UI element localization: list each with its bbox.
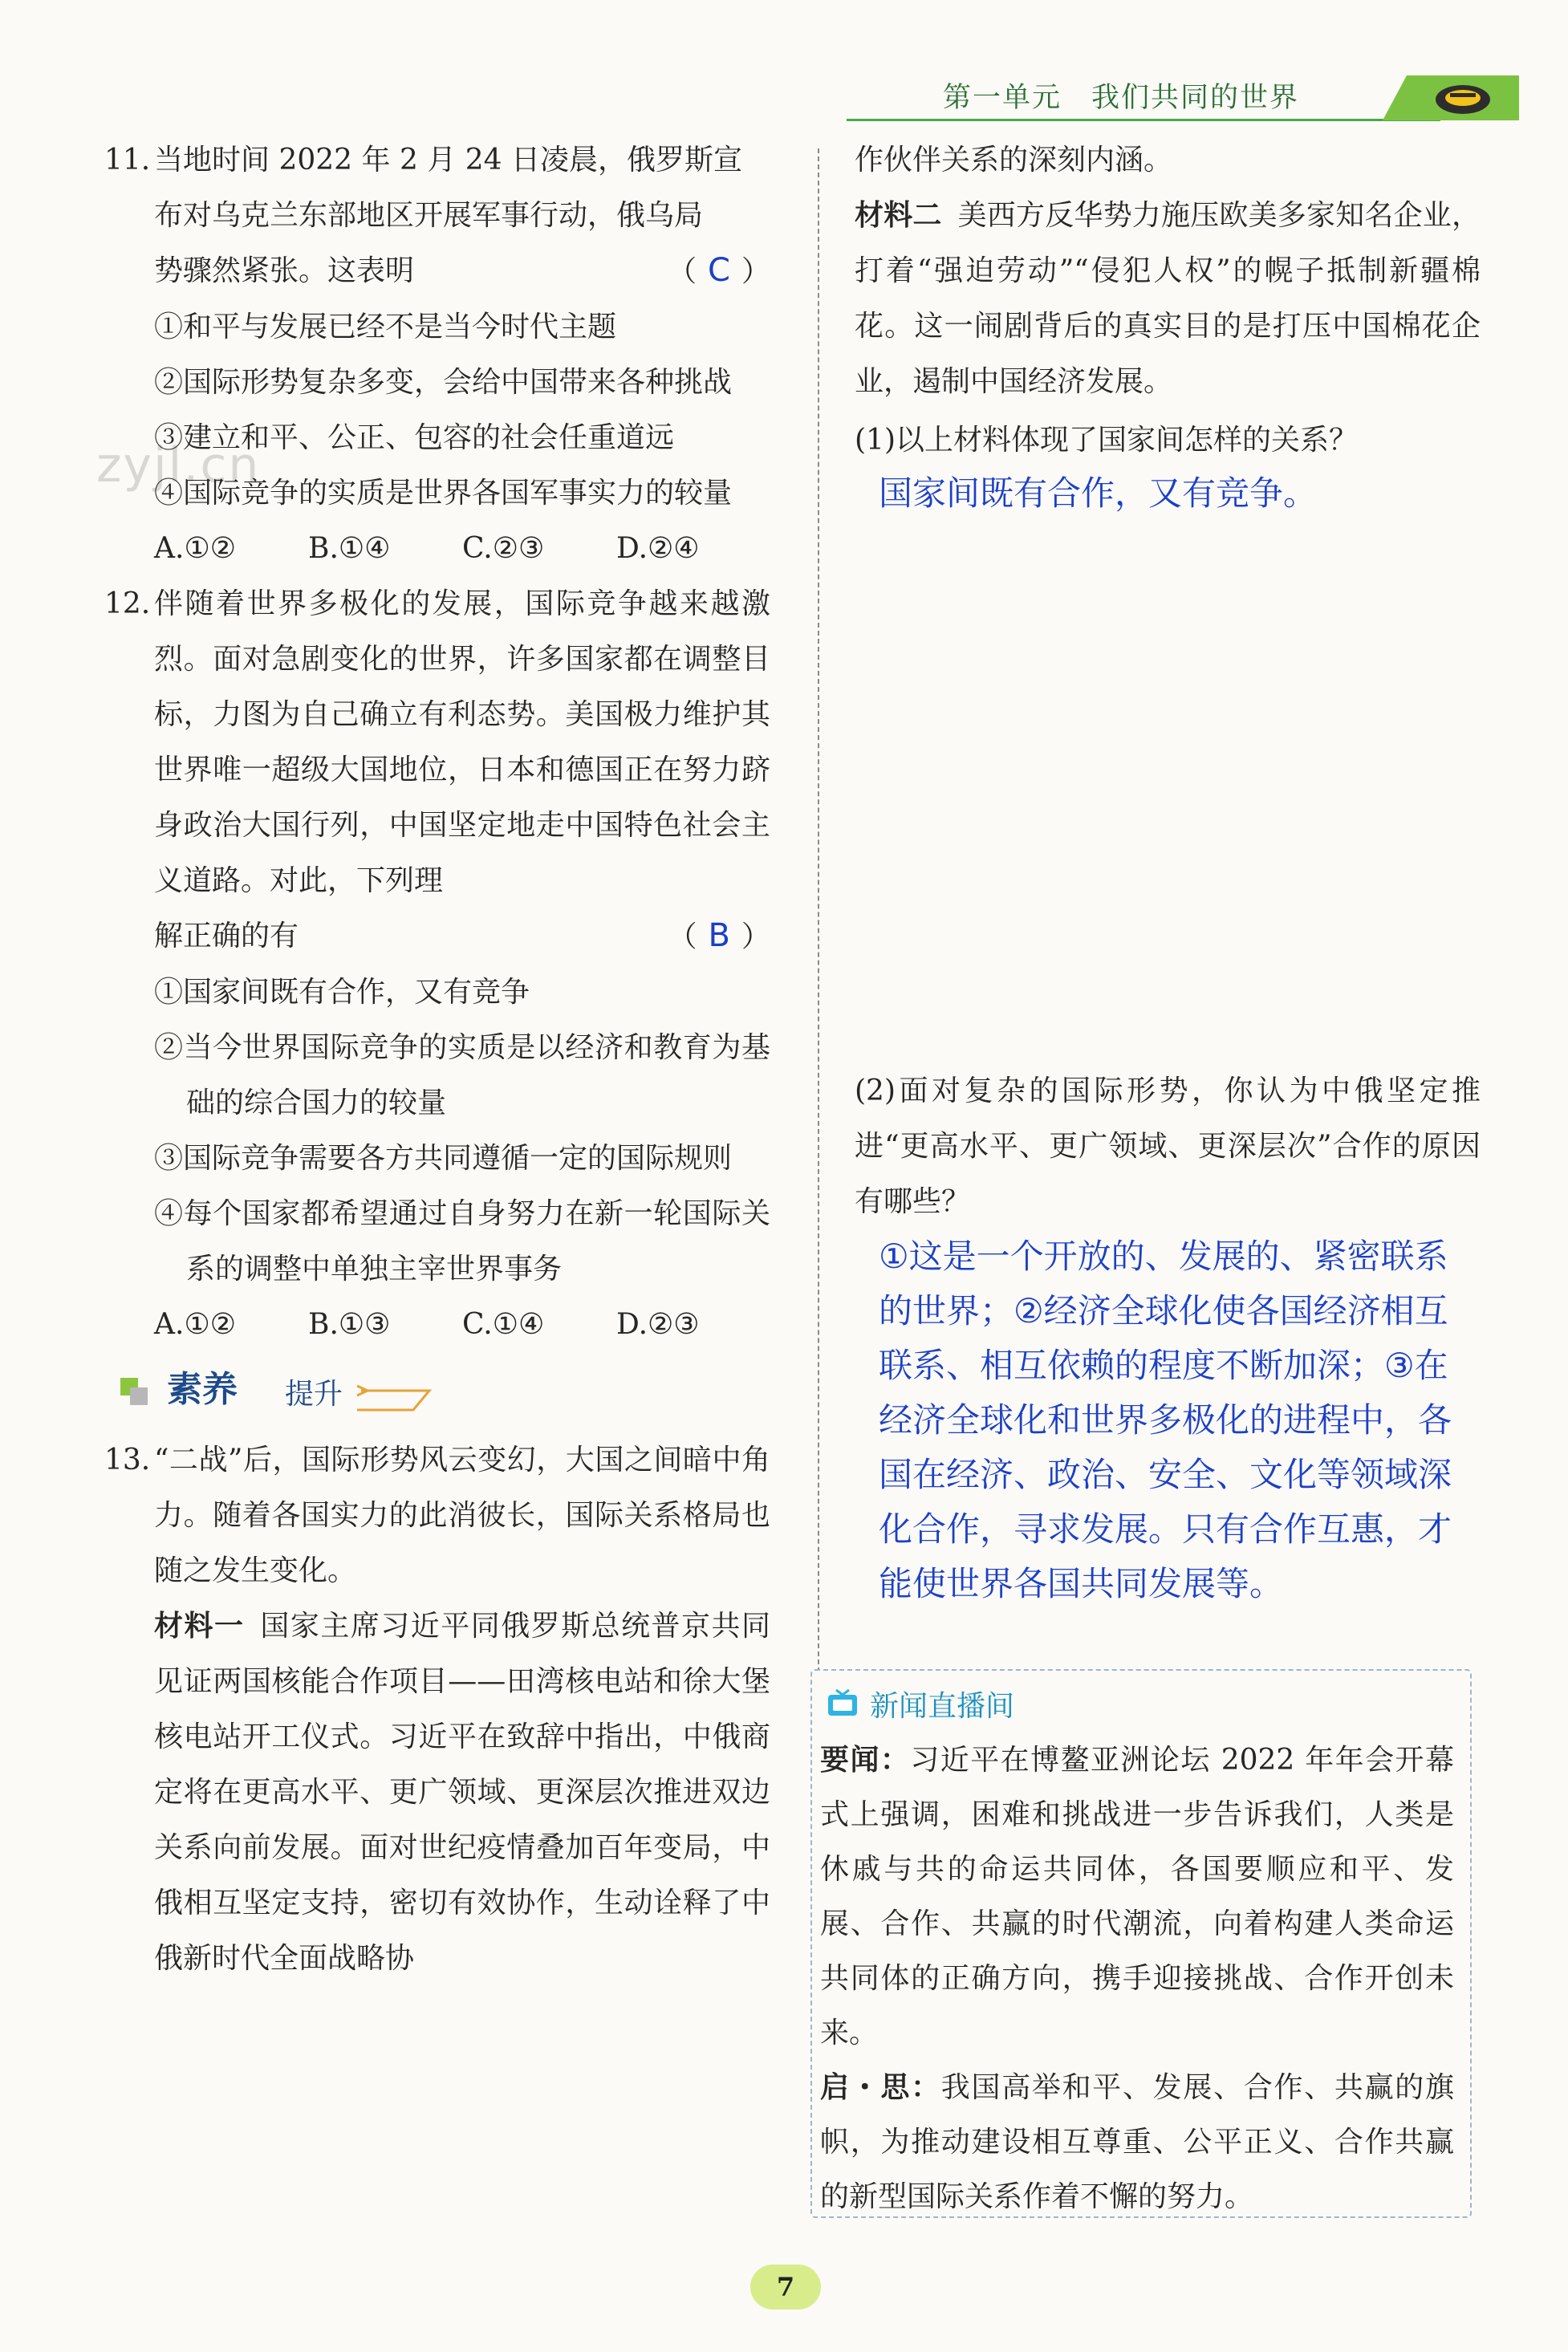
option: ①和平与发展已经不是当今时代主题	[154, 311, 617, 343]
answer-mark: B	[708, 917, 730, 954]
option: ①国家间既有合作，又有竞争	[154, 976, 530, 1009]
header-rule	[847, 119, 1440, 121]
choice-c: C.①④	[462, 1308, 545, 1341]
sub-question-1: (1)以上材料体现了国家间怎样的关系？	[855, 424, 1358, 457]
option: ④国际竞争的实质是世界各国军事实力的较量	[154, 477, 733, 510]
material-two	[855, 188, 1481, 409]
option: ②当今世界国际竞争的实质是以经济和教育为基础的综合国力的较量	[154, 1031, 770, 1119]
question-stem-answer-line	[154, 243, 770, 299]
material-one	[154, 1598, 770, 1986]
question-number: 13.	[104, 1444, 151, 1477]
question-stem: “二战”后，国际形势风云变幻，大国之间暗中角力。随着各国实力的此消彼长，国际关系格局也随之发生变化。	[154, 1444, 770, 1587]
question-12	[104, 576, 770, 1352]
choice-row	[154, 521, 770, 576]
question-stem: 伴随着世界多极化的发展，国际竞争越来越激烈。面对急剧变化的世界，许多国家都在调整目标，力图为自己确立有利态势。美国极力维护其世界唯一超级大国地位，日本和德国正在努力跻身政治大国行列，中国坚定地走中国特色社会主义道路。对此，下列理	[154, 587, 770, 897]
answer-bracket	[668, 243, 770, 299]
news-box	[810, 1669, 1472, 2218]
news-title: 新闻直播间	[870, 1690, 1015, 1723]
page-header	[847, 71, 1481, 127]
material-label: 材料二	[855, 199, 942, 232]
unit-title: 第一单元 我们共同的世界	[943, 82, 1300, 114]
bracket-close: ）	[741, 255, 770, 288]
question-13	[104, 1432, 770, 1986]
choice-d: D.②③	[616, 1308, 700, 1341]
answer-mark: C	[708, 252, 730, 289]
news-item-headline	[820, 1733, 1454, 2061]
question-stem-line: 势骤然紧张。这表明	[154, 254, 415, 287]
bracket-close: ）	[741, 920, 770, 953]
question-number: 12.	[104, 587, 151, 620]
news-text: 我国高举和平、发展、合作、共赢的旗帜，为推动建设相互尊重、公平正义、合作共赢的新型国际关系作着不懈的努力。	[820, 2071, 1454, 2213]
question-stem-line: 当地时间 2022 年 2 月 24 日凌晨，俄罗斯宣	[154, 144, 742, 177]
material-one-continued: 作伙伴关系的深刻内涵。	[855, 144, 1173, 177]
question-stem-line: 解正确的有	[154, 920, 299, 953]
section-subtitle: 提升	[285, 1378, 343, 1411]
material-label: 材料一	[154, 1610, 245, 1643]
news-text: 习近平在博鳌亚洲论坛 2022 年年会开幕式上强调，困难和挑战进一步告诉我们，人类是休戚与共的命运共同体，各国要顺应和平、发展、合作、共赢的时代潮流，向着构建人类命运共同体的正确方向，携手迎接挑战、合作开创未来。	[820, 1744, 1454, 2049]
choice-d: D.②④	[616, 532, 700, 565]
news-label: 启・思：	[820, 2071, 941, 2104]
section-squares-icon	[120, 1378, 148, 1405]
option: ③国际竞争需要各方共同遵循一定的国际规则	[154, 1142, 733, 1175]
right-column	[855, 132, 1481, 1611]
option: ④每个国家都希望通过自身努力在新一轮国际关系的调整中单独主宰世界事务	[154, 1197, 770, 1286]
choice-a: A.①②	[154, 532, 236, 565]
sub-question-2: (2)面对复杂的国际形势，你认为中俄坚定推进“更高水平、更广领域、更深层次”合作的原因有哪些？	[855, 1074, 1481, 1218]
page-number: 7	[750, 2265, 821, 2309]
header-badge-icon	[1383, 75, 1519, 120]
question-number: 11.	[104, 144, 151, 177]
choice-c: C.②③	[462, 532, 545, 565]
tv-icon	[827, 1688, 859, 1717]
question-11	[104, 132, 770, 576]
bracket-open: （	[668, 920, 697, 953]
handwritten-answer-2: ①这是一个开放的、发展的、紧密联系的世界；②经济全球化使各国经济相互联系、相互依赖的程度不断加深；③在经济全球化和世界多极化的进程中，各国在经济、政治、安全、文化等领域深化合作，寻求发展。只有合作互惠，才能使世界各国共同发展等。	[879, 1237, 1452, 1603]
section-heading	[104, 1360, 770, 1424]
section-title: 素养	[167, 1369, 238, 1410]
choice-row	[154, 1297, 770, 1352]
news-label: 要闻：	[820, 1744, 911, 1777]
option: ②国际形势复杂多变，会给中国带来各种挑战	[154, 366, 733, 399]
news-body	[820, 1733, 1454, 2224]
question-stem-line: 布对乌克兰东部地区开展军事行动，俄乌局	[154, 199, 704, 232]
question-stem-answer-line	[154, 908, 770, 965]
material-text: 国家主席习近平同俄罗斯总统普京共同见证两国核能合作项目——田湾核电站和徐大堡核电站开工仪式。习近平在致辞中指出，中俄商定将在更高水平、更广领域、更深层次推进双边关系向前发展。面对世纪疫情叠加百年变局，中俄相互坚定支持，密切有效协作，生动诠释了中俄新时代全面战略协	[154, 1610, 770, 1975]
news-item-reflection	[820, 2061, 1454, 2224]
choice-a: A.①②	[154, 1308, 236, 1341]
option: ③建立和平、公正、包容的社会任重道远	[154, 421, 675, 454]
choice-b: B.①④	[308, 532, 391, 565]
answer-bracket	[668, 908, 770, 965]
watermark: zyjl.cn	[96, 437, 261, 494]
bracket-open: （	[668, 255, 697, 288]
section-arrow-icon	[345, 1375, 433, 1415]
left-column	[104, 132, 770, 1986]
choice-b: B.①③	[308, 1308, 391, 1341]
handwritten-answer-1: 国家间既有合作，又有竞争。	[879, 473, 1318, 513]
material-text: 美西方反华势力施压欧美多家知名企业，打着“强迫劳动”“侵犯人权”的幌子抵制新疆棉花。这一闹剧背后的真实目的是打压中国棉花企业，遏制中国经济发展。	[855, 199, 1481, 398]
